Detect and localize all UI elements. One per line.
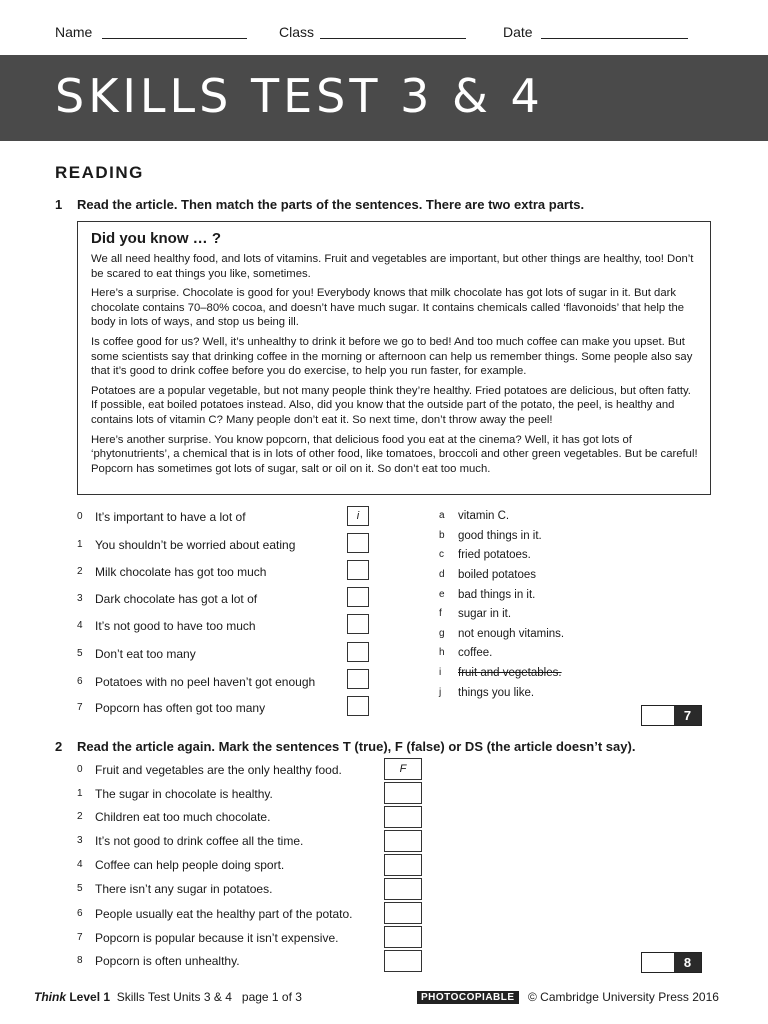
question-text: Read the article again. Mark the sentences T (true), F (false) or DS (the article doesn’t say). xyxy=(77,739,636,754)
item-number: 2 xyxy=(77,811,83,822)
copyright-notice: © Cambridge University Press 2016 xyxy=(528,990,719,1004)
article-title: Did you know … ? xyxy=(91,230,221,247)
item-number: 7 xyxy=(77,702,83,713)
item-text: Don’t eat too many xyxy=(95,647,196,661)
answer-box[interactable] xyxy=(347,587,369,607)
student-info-fields xyxy=(55,24,715,44)
answer-box[interactable] xyxy=(384,782,422,804)
item-number: 7 xyxy=(77,932,83,943)
item-number: 4 xyxy=(77,859,83,870)
answer-box[interactable] xyxy=(384,830,422,852)
item-text: Potatoes with no peel haven’t got enough xyxy=(95,675,316,689)
answer-box[interactable] xyxy=(347,560,369,580)
score-total: 7 xyxy=(674,706,701,725)
option-letter: f xyxy=(439,608,442,619)
answer-box[interactable]: i xyxy=(347,506,369,526)
option-text: vitamin C. xyxy=(458,510,510,522)
page-number: page 1 of 3 xyxy=(241,990,302,1004)
score-input[interactable] xyxy=(642,953,675,972)
name-label: Name xyxy=(55,24,93,40)
option-letter: c xyxy=(439,549,444,560)
section-title: READING xyxy=(55,163,144,182)
question-number: 2 xyxy=(55,739,63,754)
brand-name: Think xyxy=(34,990,66,1004)
answer-box[interactable] xyxy=(347,669,369,689)
option-letter: a xyxy=(439,510,445,521)
option-text: not enough vitamins. xyxy=(458,628,565,640)
option-letter: b xyxy=(439,530,445,541)
title-banner xyxy=(0,55,768,141)
answer-box[interactable] xyxy=(347,614,369,634)
item-text: There isn’t any sugar in potatoes. xyxy=(95,882,273,896)
page-footer xyxy=(34,990,724,1008)
answer-box[interactable] xyxy=(384,878,422,900)
page-title: SKILLS TEST 3 & 4 xyxy=(55,69,544,123)
item-number: 5 xyxy=(77,883,83,894)
option-letter: h xyxy=(439,647,445,658)
answer-box[interactable] xyxy=(384,926,422,948)
item-text: Popcorn is popular because it isn’t expensive. xyxy=(95,931,339,945)
answer-box[interactable] xyxy=(347,642,369,662)
item-number: 1 xyxy=(77,539,83,550)
item-number: 2 xyxy=(77,566,83,577)
item-text: Fruit and vegetables are the only healthy food. xyxy=(95,763,342,777)
option-text: boiled potatoes xyxy=(458,569,537,581)
article-box xyxy=(77,221,711,495)
answer-box[interactable] xyxy=(384,854,422,876)
answer-box[interactable] xyxy=(384,902,422,924)
item-text: It’s important to have a lot of xyxy=(95,510,246,524)
question-1-instruction xyxy=(55,197,695,213)
item-text: Dark chocolate has got a lot of xyxy=(95,592,258,606)
article-paragraph: Here’s another surprise. You know popcorn, that delicious food you eat at the cinema? Well, it has got lots of ‘phytonutrients’, a chemical that is in lots of other food, like tomatoes, broccoli and other green vegetables. But be careful! Popcorn has sometimes got lots of sugar, salt or oil on it. So don’t eat too much. xyxy=(91,433,698,475)
item-text: People usually eat the healthy part of the potato. xyxy=(95,907,353,921)
option-letter: i xyxy=(439,667,442,678)
article-paragraph: Here’s a surprise. Chocolate is good for you! Everybody knows that milk chocolate has got lots of sugar in it. But dark chocolate contains 70–80% cocoa, and doesn’t have much sugar. It contains chemicals called ‘flavonoids’ that help the body in lots of ways, and stop us being ill. xyxy=(91,287,685,329)
item-number: 0 xyxy=(77,511,83,522)
answer-box[interactable] xyxy=(384,950,422,972)
item-text: You shouldn’t be worried about eating xyxy=(95,538,296,552)
option-text: bad things in it. xyxy=(458,589,536,601)
option-text: fried potatoes. xyxy=(458,549,531,561)
answer-box[interactable]: F xyxy=(384,758,422,780)
class-label: Class xyxy=(279,24,315,40)
item-text: Coffee can help people doing sport. xyxy=(95,858,285,872)
score-box[interactable] xyxy=(641,705,702,726)
item-number: 3 xyxy=(77,593,83,604)
option-text: things you like. xyxy=(458,687,535,699)
item-number: 4 xyxy=(77,620,83,631)
date-field[interactable] xyxy=(541,38,688,39)
date-label: Date xyxy=(503,24,533,40)
item-number: 5 xyxy=(77,648,83,659)
option-letter: e xyxy=(439,589,445,600)
option-text: coffee. xyxy=(458,647,493,659)
test-name: Skills Test Units 3 & 4 xyxy=(116,990,232,1004)
item-text: It’s not good to have too much xyxy=(95,619,256,633)
item-text: Milk chocolate has got too much xyxy=(95,565,267,579)
option-letter: d xyxy=(439,569,445,580)
question-2-instruction xyxy=(55,739,695,755)
item-text: The sugar in chocolate is healthy. xyxy=(95,787,273,801)
item-number: 0 xyxy=(77,764,83,775)
score-total: 8 xyxy=(674,953,701,972)
answer-box[interactable] xyxy=(347,696,369,716)
photocopiable-badge: PHOTOCOPIABLE xyxy=(417,991,519,1004)
option-letter: j xyxy=(439,687,442,698)
question-number: 1 xyxy=(55,197,63,212)
class-field[interactable] xyxy=(320,38,466,39)
question-text: Read the article. Then match the parts of the sentences. There are two extra parts. xyxy=(77,197,585,212)
option-text: good things in it. xyxy=(458,530,542,542)
course-level: Level 1 xyxy=(69,990,111,1004)
article-paragraph: We all need healthy food, and lots of vitamins. Fruit and vegetables are important, but other things are healthy, too! Don’t be scared to eat things you like, sometimes. xyxy=(91,253,694,280)
item-text: Popcorn is often unhealthy. xyxy=(95,954,240,968)
item-text: Popcorn has often got too many xyxy=(95,701,266,715)
score-box[interactable] xyxy=(641,952,702,973)
item-number: 3 xyxy=(77,835,83,846)
option-text-crossed-out: fruit and vegetables. xyxy=(458,667,562,679)
article-paragraph: Is coffee good for us? Well, it’s unhealthy to drink it before we go to bed! And too much coffee can make you upset. But some scientists say that drinking coffee in the morning or afternoon can help us remember things. Some people also say that it’s good to drink coffee before you do exercise, to help you run faster, for example. xyxy=(91,335,693,378)
answer-box[interactable] xyxy=(384,806,422,828)
article-paragraph: Potatoes are a popular vegetable, but not many people think they’re healthy. Fried potatoes are delicious, but often fatty. If possible, eat boiled potatoes instead. Also, did you know that the outside part of the potato, the peel, is healthy and contains lots of vitamin C? Many people don’t eat it. So next time, don’t throw away the peel! xyxy=(91,384,691,426)
footer-info xyxy=(34,990,302,1004)
item-text: It’s not good to drink coffee all the time. xyxy=(95,834,304,848)
item-number: 1 xyxy=(77,788,83,799)
answer-box[interactable] xyxy=(347,533,369,553)
item-text: Children eat too much chocolate. xyxy=(95,810,271,824)
name-field[interactable] xyxy=(102,38,247,39)
item-number: 8 xyxy=(77,955,83,966)
item-number: 6 xyxy=(77,908,83,919)
score-input[interactable] xyxy=(642,706,675,725)
option-letter: g xyxy=(439,628,445,639)
option-text: sugar in it. xyxy=(458,608,512,620)
item-number: 6 xyxy=(77,676,83,687)
